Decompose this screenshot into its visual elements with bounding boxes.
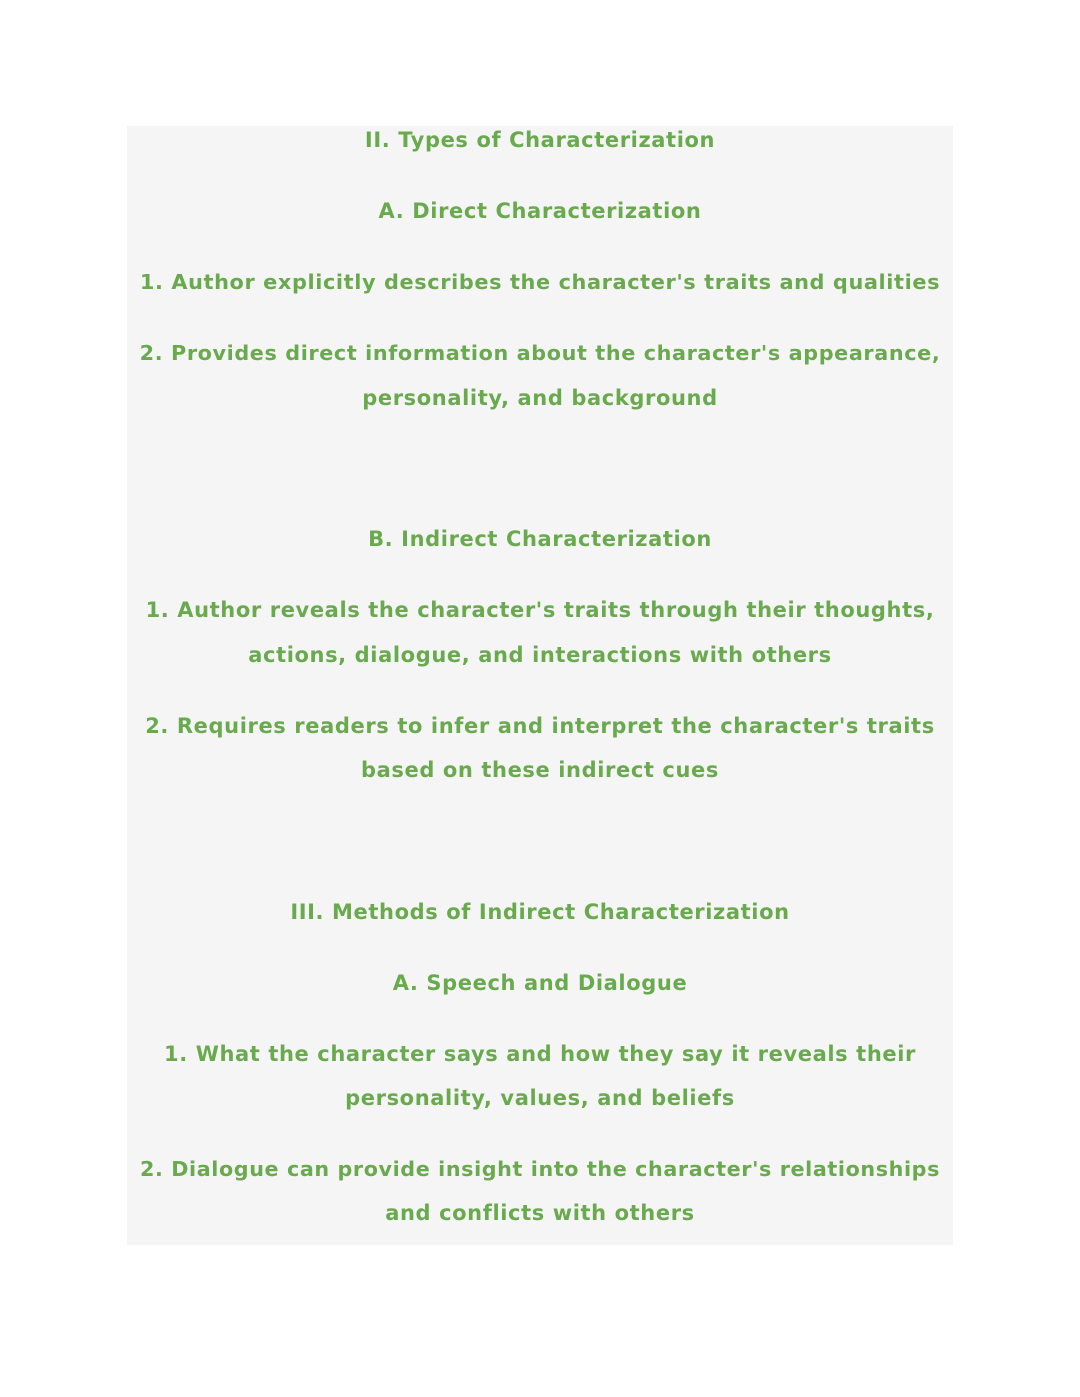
subheading-indirect-characterization: B. Indirect Characterization bbox=[368, 527, 712, 551]
direct-item-2-line-2: personality, and background bbox=[362, 386, 718, 410]
section-heading-methods: III. Methods of Indirect Characterization bbox=[290, 900, 790, 924]
indirect-item-2-line-1: 2. Requires readers to infer and interpret the character's traits bbox=[145, 714, 935, 738]
subheading-direct-characterization: A. Direct Characterization bbox=[378, 199, 702, 223]
section-heading-types: II. Types of Characterization bbox=[364, 128, 716, 152]
indirect-item-1-line-2: actions, dialogue, and interactions with others bbox=[248, 643, 832, 667]
speech-item-1-line-1: 1. What the character says and how they say it reveals their bbox=[164, 1042, 916, 1066]
direct-item-1: 1. Author explicitly describes the character's traits and qualities bbox=[139, 270, 941, 294]
subheading-speech-and-dialogue: A. Speech and Dialogue bbox=[392, 971, 688, 995]
direct-item-2-line-1: 2. Provides direct information about the character's appearance, bbox=[139, 341, 941, 365]
indirect-item-1-line-1: 1. Author reveals the character's traits through their thoughts, bbox=[145, 598, 935, 622]
indirect-item-2-line-2: based on these indirect cues bbox=[361, 758, 719, 782]
speech-item-2-line-2: and conflicts with others bbox=[385, 1201, 695, 1225]
speech-item-2-line-1: 2. Dialogue can provide insight into the character's relationships bbox=[140, 1157, 940, 1181]
speech-item-1-line-2: personality, values, and beliefs bbox=[345, 1086, 735, 1110]
